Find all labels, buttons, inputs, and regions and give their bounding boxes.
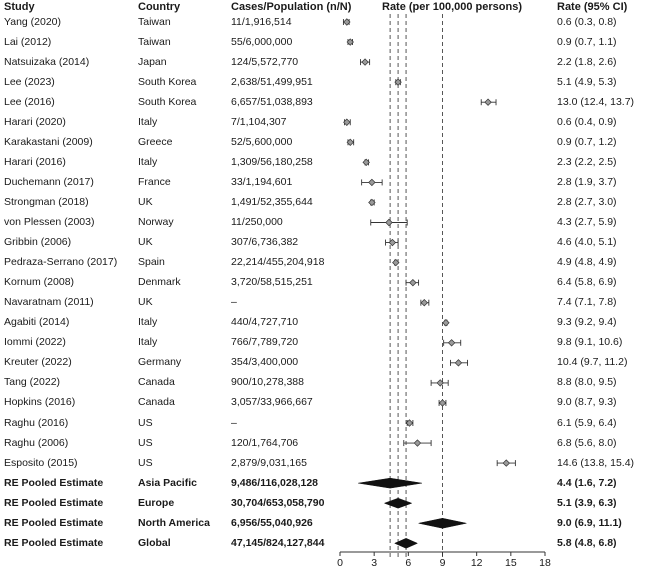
country: Taiwan	[138, 15, 171, 28]
cases-population: 11/250,000	[231, 216, 283, 228]
study-name: Hopkins (2016)	[4, 396, 76, 409]
country: South Korea	[138, 95, 197, 108]
cases-population: 766/7,789,720	[231, 336, 299, 349]
country: UK	[138, 195, 153, 208]
rate-ci: 5.1 (4.9, 5.3)	[557, 75, 617, 88]
study-point	[448, 340, 454, 346]
study-name: von Plessen (2003)	[4, 216, 95, 228]
country: Canada	[138, 376, 175, 389]
study-name: Natsuizaka (2014)	[4, 55, 90, 68]
cases-population: 6,657/51,038,893	[231, 95, 313, 108]
rate-ci: 9.8 (9.1, 10.6)	[557, 336, 623, 349]
cases-population: 47,145/824,127,844	[231, 536, 325, 549]
study-name: Pedraza-Serrano (2017)	[4, 256, 118, 269]
study-point	[485, 99, 491, 105]
cases-population: 52/5,600,000	[231, 135, 293, 148]
country: US	[138, 436, 153, 449]
study-point	[410, 279, 416, 285]
rate-ci: 0.6 (0.4, 0.9)	[557, 115, 617, 128]
country: Denmark	[138, 276, 181, 289]
rate-ci: 5.8 (4.8, 6.8)	[557, 536, 617, 549]
country: Italy	[138, 115, 158, 128]
rate-ci: 8.8 (8.0, 9.5)	[557, 376, 617, 389]
header-rate-ci: Rate (95% CI)	[557, 1, 628, 13]
header-rate-axis: Rate (per 100,000 persons)	[382, 1, 523, 13]
cases-population: 124/5,572,770	[231, 55, 299, 68]
study-name: Raghu (2016)	[4, 416, 69, 429]
study-point	[439, 400, 445, 406]
rate-ci: 6.8 (5.6, 8.0)	[557, 436, 617, 449]
country: US	[138, 416, 153, 429]
study-name: Tang (2022)	[4, 376, 61, 389]
study-point	[503, 460, 509, 466]
study-name: Yang (2020)	[4, 15, 62, 28]
study-name: Lee (2016)	[4, 95, 55, 108]
rate-ci: 4.9 (4.8, 4.9)	[557, 256, 617, 269]
rate-ci: 10.4 (9.7, 11.2)	[557, 356, 628, 369]
rate-ci: 2.8 (1.9, 3.7)	[557, 175, 617, 188]
country: Greece	[138, 135, 173, 148]
rate-ci: 7.4 (7.1, 7.8)	[557, 296, 617, 309]
study-name: Kornum (2008)	[4, 276, 75, 289]
cases-population: 22,214/455,204,918	[231, 256, 325, 269]
rate-ci: 4.4 (1.6, 7.2)	[557, 476, 617, 489]
rate-ci: 9.0 (6.9, 11.1)	[557, 516, 622, 529]
country: Asia Pacific	[138, 476, 197, 489]
cases-population: –	[231, 416, 237, 429]
pooled-diamond	[358, 478, 422, 488]
study-name: Navaratnam (2011)	[4, 296, 94, 309]
cases-population: 6,956/55,040,926	[231, 516, 313, 529]
cases-population: 354/3,400,000	[231, 356, 299, 369]
cases-population: 307/6,736,382	[231, 236, 299, 249]
cases-population: 3,720/58,515,251	[231, 276, 313, 289]
study-name: RE Pooled Estimate	[4, 476, 104, 489]
study-point	[414, 440, 420, 446]
cases-population: 1,491/52,355,644	[231, 195, 313, 208]
x-tick-label: 12	[470, 557, 483, 567]
country: Italy	[138, 336, 158, 349]
study-name: Strongman (2018)	[4, 195, 89, 208]
study-point	[421, 300, 427, 306]
x-tick-label: 18	[539, 557, 551, 567]
cases-population: 33/1,194,601	[231, 175, 293, 188]
study-name: Esposito (2015)	[4, 456, 78, 469]
rate-ci: 0.9 (0.7, 1.2)	[557, 135, 617, 148]
study-point	[443, 320, 449, 326]
cases-population: 2,638/51,499,951	[231, 75, 313, 88]
rate-ci: 14.6 (13.8, 15.4)	[557, 456, 635, 469]
study-name: Harari (2016)	[4, 155, 66, 168]
cases-population: 3,057/33,966,667	[231, 396, 313, 409]
study-name: RE Pooled Estimate	[4, 516, 104, 529]
country: US	[138, 456, 153, 469]
rate-ci: 2.2 (1.8, 2.6)	[557, 55, 617, 68]
cases-population: 900/10,278,388	[231, 376, 304, 389]
country: Canada	[138, 396, 175, 409]
rate-ci: 13.0 (12.4, 13.7)	[557, 95, 635, 108]
study-name: Lee (2023)	[4, 75, 55, 88]
cases-population: 9,486/116,028,128	[231, 476, 319, 489]
rate-ci: 4.6 (4.0, 5.1)	[557, 236, 617, 249]
country: UK	[138, 296, 153, 309]
cases-population: 1,309/56,180,258	[231, 155, 313, 168]
country: UK	[138, 236, 153, 249]
study-name: RE Pooled Estimate	[4, 496, 104, 509]
rate-ci: 9.3 (9.2, 9.4)	[557, 316, 617, 329]
x-tick-label: 3	[371, 557, 378, 567]
study-name: Iommi (2022)	[4, 336, 66, 349]
country: Italy	[138, 316, 158, 329]
country: Norway	[138, 216, 174, 228]
study-name: Gribbin (2006)	[4, 236, 72, 249]
study-name: RE Pooled Estimate	[4, 536, 104, 549]
pooled-diamond	[419, 518, 467, 528]
study-name: Karakastani (2009)	[4, 135, 93, 148]
country: Germany	[138, 356, 182, 369]
country: Italy	[138, 155, 158, 168]
cases-population: 120/1,764,706	[231, 436, 299, 449]
rate-ci: 0.6 (0.3, 0.8)	[557, 15, 617, 28]
cases-population: 440/4,727,710	[231, 316, 299, 329]
header-country: Country	[138, 1, 181, 13]
country: Japan	[138, 55, 167, 68]
x-tick-label: 0	[337, 557, 343, 567]
rate-ci: 2.3 (2.2, 2.5)	[557, 155, 617, 168]
rate-ci: 6.1 (5.9, 6.4)	[557, 416, 617, 429]
country: France	[138, 175, 171, 188]
study-point	[386, 219, 392, 225]
header-study: Study	[4, 1, 35, 13]
country: North America	[138, 516, 210, 529]
study-name: Raghu (2006)	[4, 436, 69, 449]
pooled-diamond	[384, 498, 411, 508]
study-name: Agabiti (2014)	[4, 316, 70, 329]
country: Global	[138, 536, 171, 549]
country: Taiwan	[138, 35, 171, 48]
rate-ci: 4.3 (2.7, 5.9)	[557, 216, 617, 228]
study-point	[455, 360, 461, 366]
country: Europe	[138, 496, 175, 509]
cases-population: 30,704/653,058,790	[231, 496, 325, 509]
rate-ci: 6.4 (5.8, 6.9)	[557, 276, 617, 289]
cases-population: –	[231, 296, 237, 309]
cases-population: 2,879/9,031,165	[231, 456, 307, 469]
country: South Korea	[138, 75, 197, 88]
cases-population: 11/1,916,514	[231, 15, 292, 28]
rate-ci: 2.8 (2.7, 3.0)	[557, 195, 617, 208]
x-tick-label: 15	[504, 557, 517, 567]
cases-population: 7/1,104,307	[231, 115, 287, 128]
study-name: Harari (2020)	[4, 115, 66, 128]
study-point	[369, 179, 375, 185]
study-point	[362, 59, 368, 65]
header-cases: Cases/Population (n/N)	[231, 1, 352, 13]
rate-ci: 9.0 (8.7, 9.3)	[557, 396, 617, 409]
rate-ci: 5.1 (3.9, 6.3)	[557, 496, 617, 509]
study-name: Kreuter (2022)	[4, 356, 72, 369]
study-name: Duchemann (2017)	[4, 175, 94, 188]
x-tick-label: 9	[439, 557, 446, 567]
rate-ci: 0.9 (0.7, 1.1)	[557, 35, 617, 48]
country: Spain	[138, 256, 165, 269]
study-name: Lai (2012)	[4, 35, 52, 48]
x-tick-label: 6	[405, 557, 412, 567]
cases-population: 55/6,000,000	[231, 35, 293, 48]
